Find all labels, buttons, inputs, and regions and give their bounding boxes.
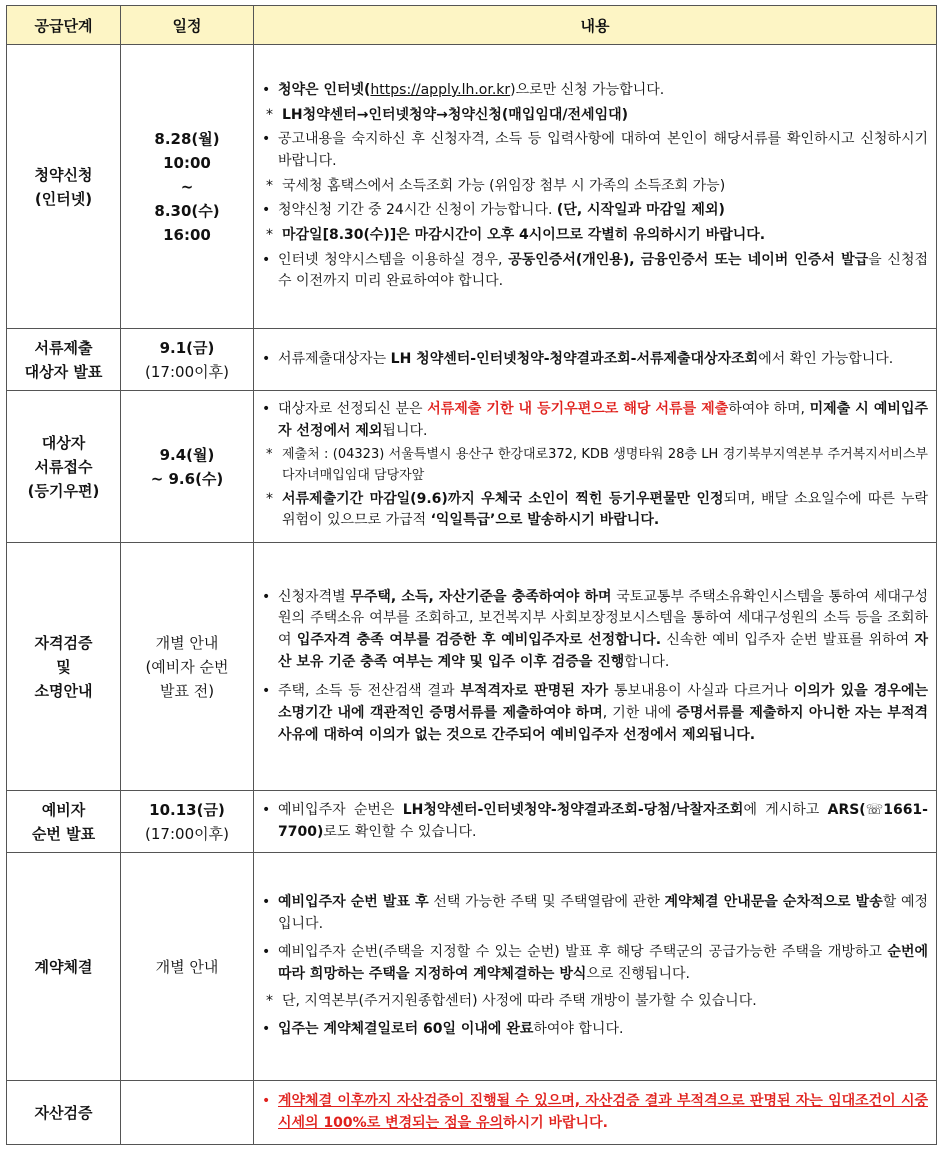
list-item: • 예비입주자 순번 발표 후 선택 가능한 주택 및 주택열람에 관한 계약체결 안내문을 순차적으로 발송할 예정입니다.: [262, 894, 928, 933]
table-row: [7, 1081, 937, 1145]
note-item: * 국세청 홈택스에서 소득조회 가능 (위임장 첨부 시 가족의 소득조회 가능): [266, 177, 726, 194]
note-item: * 제출처 : (04323) 서울특별시 용산구 한강대로372, KDB 생명타워 28층 LH 경기북부지역본부 주거복지서비스부 다자녀매입임대 담당자앞: [266, 447, 928, 483]
list-item: • 서류제출대상자는 LH 청약센터-인터넷청약-청약결과조회-서류제출대상자조회에서 확인 가능합니다.: [262, 350, 894, 367]
content-cell: [254, 853, 937, 1081]
note-item: * 마감일[8.30(수)]은 마감시간이 오후 4시이므로 각별히 유의하시기 바랍니다.: [266, 227, 766, 244]
stage-cell: 계약체결: [7, 853, 121, 1081]
table-row: [7, 543, 937, 791]
supply-schedule-table: [6, 5, 937, 1145]
stage-cell: 자격검증 및 소명안내: [7, 543, 121, 791]
list-item: • 대상자로 선정되신 분은 서류제출 기한 내 등기우편으로 해당 서류를 제출하여야 하며, 미제출 시 예비입주자 선정에서 제외됩니다.: [262, 400, 929, 439]
schedule-cell: 10.13(금) (17:00이후): [121, 791, 254, 853]
content-cell: [254, 329, 937, 391]
schedule-cell: 9.1(금) (17:00이후): [121, 329, 254, 391]
list-item: • 공고내용을 숙지하신 후 신청자격, 소득 등 입력사항에 대하여 본인이 해당서류를 확인하시고 신청하시기 바랍니다.: [262, 131, 928, 169]
schedule-cell: 9.4(월) ~ 9.6(수): [121, 391, 254, 543]
header-schedule: 일정: [121, 6, 254, 45]
header-stage: 공급단계: [7, 6, 121, 45]
stage-cell: 청약신청 (인터넷): [7, 45, 121, 329]
content-cell: [254, 391, 937, 543]
stage-cell: 예비자 순번 발표: [7, 791, 121, 853]
stage-cell: 대상자 서류접수 (등기우편): [7, 391, 121, 543]
list-item: • 인터넷 청약시스템을 이용하실 경우, 공동인증서(개인용), 금융인증서 또는 네이버 인증서 발급을 신청접수 이전까지 미리 완료하여야 합니다.: [262, 251, 928, 290]
apply-link[interactable]: https://apply.lh.or.kr: [370, 81, 511, 98]
list-item: • 신청자격별 무주택, 소득, 자산기준을 충족하여야 하며 국토교통부 주택소유확인시스템을 통하여 세대구성원의 주택소유 여부를 조회하고, 보건복지부 사회보장정보시스템을 통하여 세대구성원의 소득 등을 조회하여 입주자격 충족 여부를 검증한 후 예비입주자로 선정합니다. 신속한 예비 입주자 순번 발표를 위하여 자산 보유 기준 충족 여부는 계약 및 입주 이후 검증을 진행합니다.: [262, 588, 929, 670]
schedule-cell: 개별 안내 (예비자 순번 발표 전): [121, 543, 254, 791]
content-cell: [254, 45, 937, 329]
table-header: [7, 6, 937, 45]
content-cell: [254, 543, 937, 791]
list-item: • 예비입주자 순번(주택을 지정할 수 있는 순번) 발표 후 해당 주택군의 공급가능한 주택을 개방하고 순번에 따라 희망하는 주택을 지정하여 계약체결하는 방식으로 진행됩니다.: [262, 943, 928, 982]
table-row: [7, 45, 937, 329]
list-item: • 주택, 소득 등 전산검색 결과 부적격자로 판명된 자가 통보내용이 사실과 다르거나 이의가 있을 경우에는 소명기간 내에 객관적인 증명서류를 제출하여야 하며, 기한 내에 증명서류를 제출하지 아니한 자는 부적격 사유에 대하여 이의가 없는 것으로 간주되어 예비입주자 선정에서 제외됩니다.: [262, 683, 929, 743]
schedule-cell: [121, 1081, 254, 1145]
table-row: [7, 329, 937, 391]
schedule-cell: 개별 안내: [121, 853, 254, 1081]
list-item: • 청약신청 기간 중 24시간 신청이 가능합니다. (단, 시작일과 마감일 제외): [262, 202, 725, 219]
content-cell: [254, 1081, 937, 1145]
note-item: * 단, 지역본부(주거지원종합센터) 사정에 따라 주택 개방이 불가할 수 있습니다.: [266, 993, 757, 1010]
schedule-cell: 8.28(월) 10:00 ~ 8.30(수) 16:00: [121, 45, 254, 329]
list-item: • 예비입주자 순번은 LH청약센터-인터넷청약-청약결과조회-당첨/낙찰자조회에 게시하고 ARS(☏1661-7700)로도 확인할 수 있습니다.: [262, 801, 928, 840]
content-cell: [254, 791, 937, 853]
table-row: [7, 791, 937, 853]
table-row: [7, 391, 937, 543]
header-content: 내용: [254, 6, 937, 45]
note-item: * LH청약센터→인터넷청약→청약신청(매입임대/전세임대): [266, 106, 629, 123]
stage-cell: 서류제출 대상자 발표: [7, 329, 121, 391]
warning-item: • 계약체결 이후까지 자산검증이 진행될 수 있으며, 자산검증 결과 부적격으로 판명된 자는 임대조건이 시중 시세의 100%로 변경되는 점을 유의하시기 바랍니다.: [262, 1092, 928, 1131]
list-item: • 입주는 계약체결일로터 60일 이내에 완료하여야 합니다.: [262, 1020, 624, 1037]
stage-cell: 자산검증: [7, 1081, 121, 1145]
table-row: [7, 853, 937, 1081]
list-item: • 청약은 인터넷(https://apply.lh.or.kr)으로만 신청 가능합니다.: [262, 81, 665, 98]
note-item: * 서류제출기간 마감일(9.6)까지 우체국 소인이 찍힌 등기우편물만 인정되며, 배달 소요일수에 따른 누락 위험이 있으므로 가급적 ‘익일특급’으로 발송하시기 바랍니다.: [266, 490, 928, 529]
